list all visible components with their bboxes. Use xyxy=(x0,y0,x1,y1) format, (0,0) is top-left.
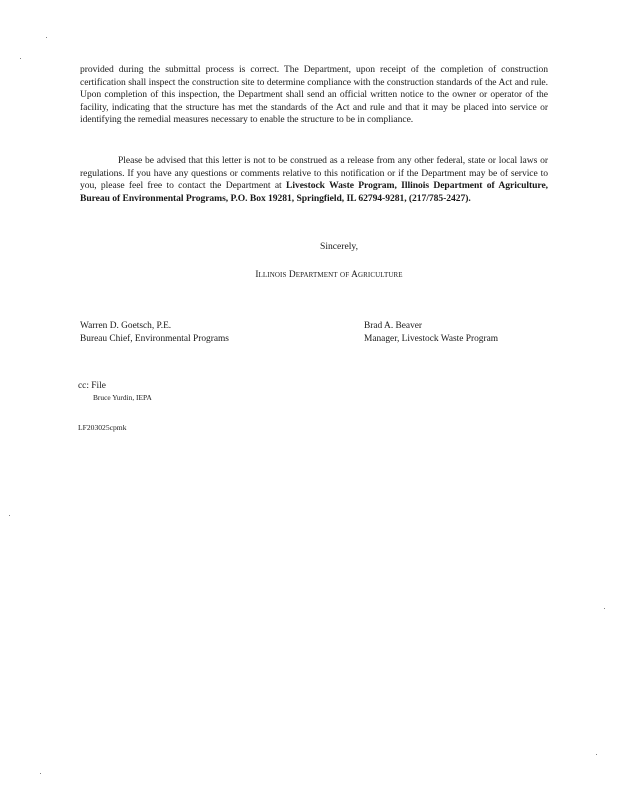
scan-speck xyxy=(20,58,21,59)
closing-salutation: Sincerely, xyxy=(319,241,358,252)
scan-speck xyxy=(9,515,10,516)
signatory-right xyxy=(364,320,498,345)
body-paragraph-1: provided during the submittal process is correct. The Department, upon receipt of the completion of construction certification shall inspect the construction site to determine compliance with the construction standards of the Act and rule. Upon completion of this inspection, the Department shall send an official written notice to the owner or operator of the facility, indicating that the structure has met the standards of the Act and rule and that it may be placed into service or identifying the remedial measures necessary to enable the structure to be in compliance. xyxy=(80,64,548,126)
cc-recipient: Bruce Yurdin, IEPA xyxy=(93,393,152,402)
cc-line: cc: File xyxy=(78,381,106,391)
signatory-left-name: Warren D. Goetsch, P.E. xyxy=(80,321,172,331)
department-name: Illinois Department of Agriculture xyxy=(255,270,403,280)
contact-address: Livestock Waste Program, Illinois Department of Agriculture, Bureau of Environmental Programs, P.O. Box 19281, Springfield, IL 62794-9281, (217/785-2427). xyxy=(80,180,548,204)
signatory-left-title: Bureau Chief, Environmental Programs xyxy=(80,333,229,344)
scan-speck xyxy=(46,37,47,38)
scan-speck xyxy=(596,754,597,755)
scan-speck xyxy=(40,773,41,774)
signatory-right-title: Manager, Livestock Waste Program xyxy=(364,333,499,344)
file-code: LF203025cpmk xyxy=(78,423,127,432)
body-paragraph-2 xyxy=(80,155,548,205)
signatory-right-name: Brad A. Beaver xyxy=(364,321,423,331)
paragraph-2-text: Please be advised that this letter is not to be construed as a release from any other federal, state or local laws or regulations. If you have any questions or comments relative to this notification or if the Department may be of service to you, please feel free to contact the Department at xyxy=(80,155,548,192)
scan-speck xyxy=(604,608,605,609)
signatory-left xyxy=(80,320,229,345)
